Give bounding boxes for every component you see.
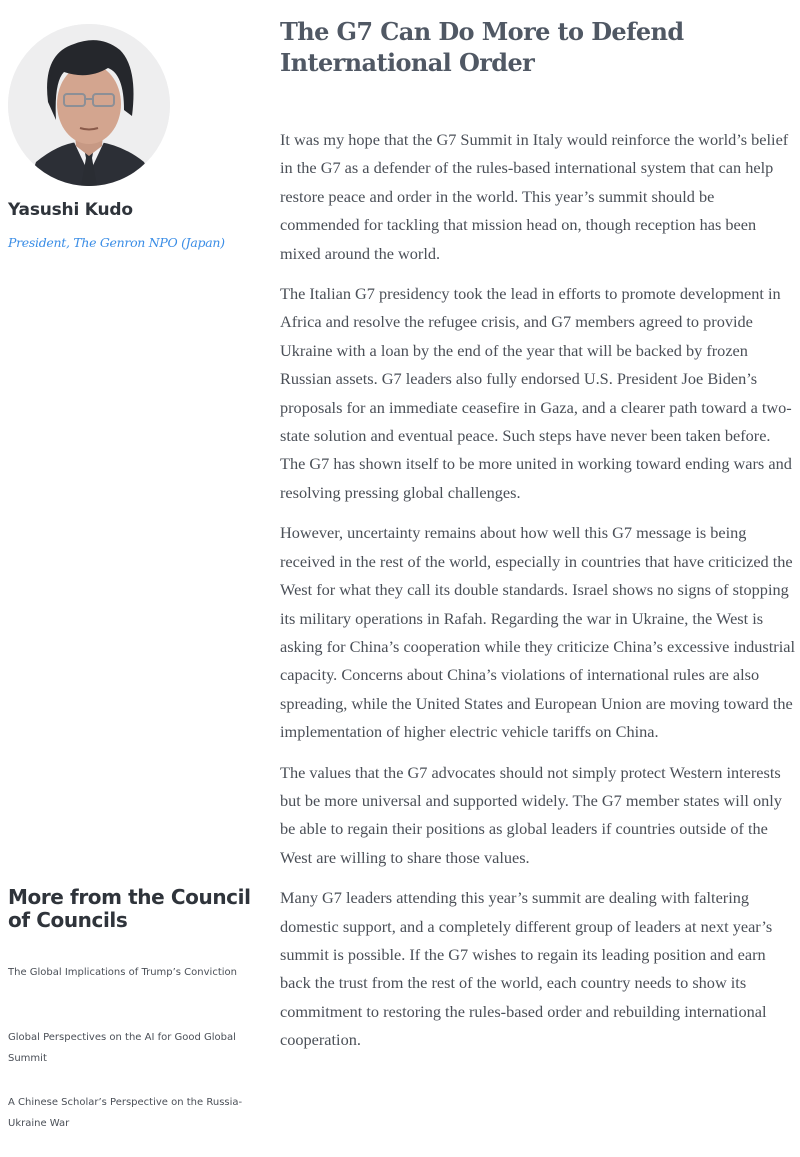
author-title-link[interactable]: President, The Genron NPO (Japan) xyxy=(8,235,225,250)
more-from-heading: More from the Council of Councils xyxy=(8,885,251,932)
author-sidebar xyxy=(0,0,262,1142)
related-article-link[interactable]: The Global Implications of Trump’s Conviction xyxy=(8,967,237,978)
article-paragraph: Many G7 leaders attending this year’s summit are dealing with faltering domestic support, and a completely different group of leaders at next year’s summit is possible. If the G7 wishes to regain its leading position and earn back the trust from the rest of the world, each country needs to show its commitment to restoring the rules-based order and rebuilding international cooperation. xyxy=(280,888,773,1050)
related-article-link[interactable]: Global Perspectives on the AI for Good Global Summit xyxy=(8,1032,236,1064)
article-title: The G7 Can Do More to Defend International Order xyxy=(280,17,684,77)
person-portrait-icon xyxy=(8,24,170,186)
related-articles-list xyxy=(8,962,258,1157)
article-paragraph: The values that the G7 advocates should not simply protect Western interests but be more universal and supported widely. The G7 member states will only be able to regain their positions as global leaders if countries outside of the West are willing to share those values. xyxy=(280,762,782,867)
article-paragraph: However, uncertainty remains about how well this G7 message is being received in the rest of the world, especially in countries that have criticized the West for what they call its double standards. Israel shows no signs of stopping its military operations in Rafah. Regarding the war in Ukraine, the West is asking for China’s cooperation while they criticize China’s excessive industrial capacity. Concerns about China’s violations of international rules are also spreading, while the United States and European Union are moving toward the implementation of higher electric vehicle tariffs on China. xyxy=(280,523,795,742)
author-name: Yasushi Kudo xyxy=(8,200,133,220)
article-paragraph: It was my hope that the G7 Summit in Italy would reinforce the world’s belief in the G7 as a defender of the rules-based international system that can help restore peace and order in the world. This year’s summit should be commended for tackling that mission head on, though reception has been mixed around the world. xyxy=(280,130,789,263)
article xyxy=(280,0,795,1067)
related-article-link[interactable]: A Chinese Scholar’s Perspective on the Russia-Ukraine War xyxy=(8,1097,243,1129)
author-avatar xyxy=(8,24,170,186)
article-paragraph: The Italian G7 presidency took the lead in efforts to promote development in Africa and resolve the refugee crisis, and G7 members agreed to provide Ukraine with a loan by the end of the year that will be backed by frozen Russian assets. G7 leaders also fully endorsed U.S. President Joe Biden’s proposals for an immediate ceasefire in Gaza, and a clearer path toward a two-state solution and eventual peace. Such steps have never been taken before. The G7 has shown itself to be more united in working toward ending wars and resolving pressing global challenges. xyxy=(280,284,792,502)
article-body xyxy=(280,126,795,1055)
